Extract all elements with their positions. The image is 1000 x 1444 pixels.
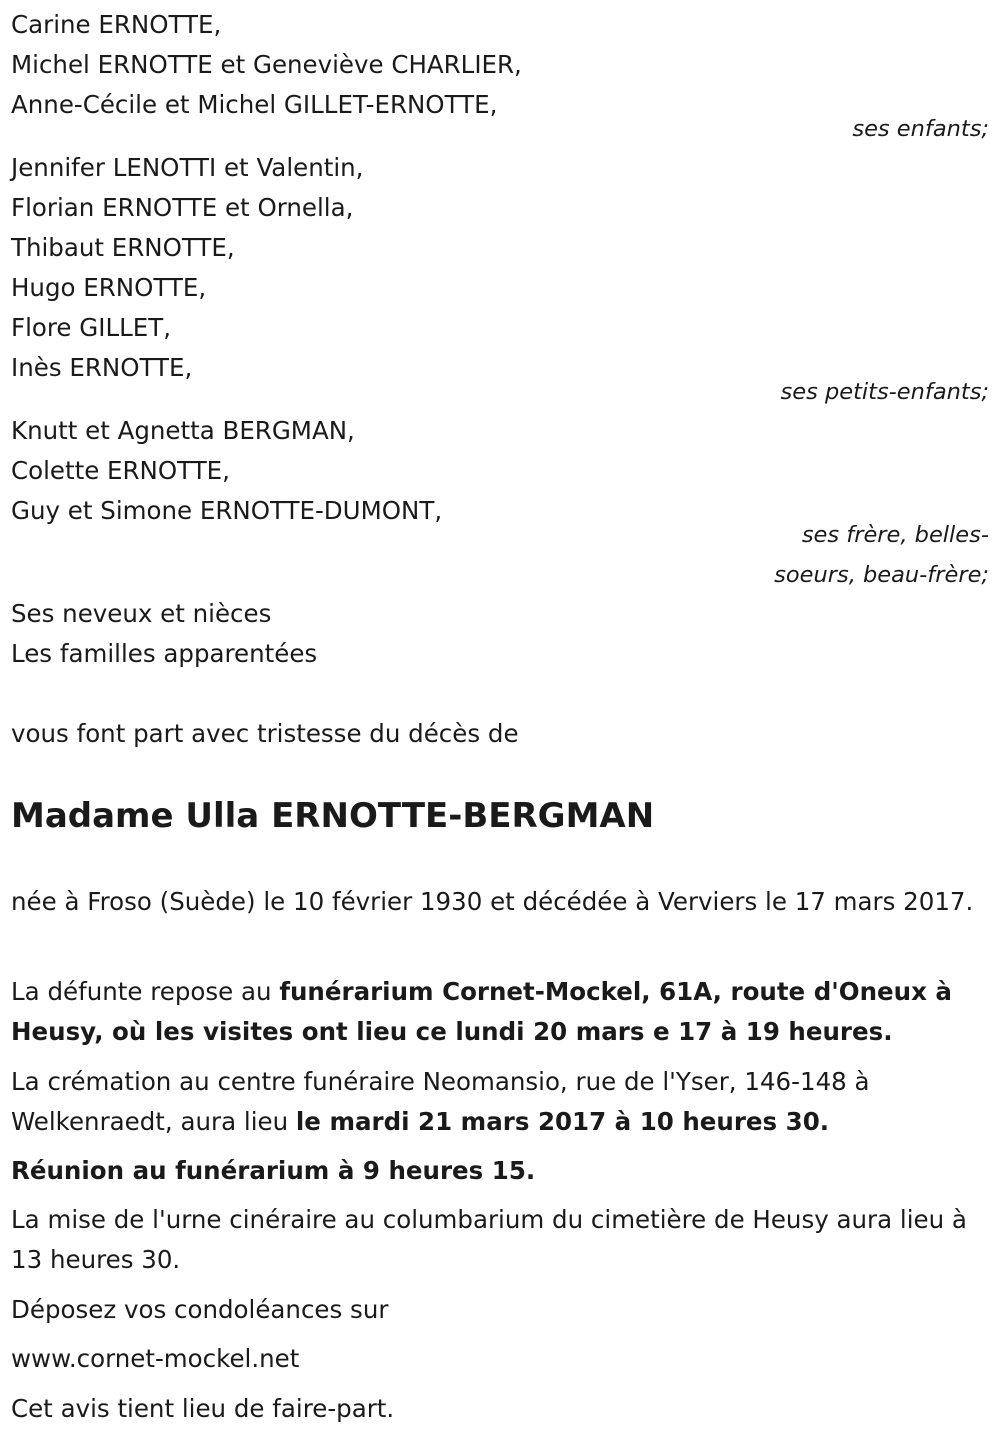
cremation-datetime: le mardi 21 mars 2017 à 10 heures 30. [295, 1107, 830, 1136]
grandchild-name: Thibaut ERNOTTE, [11, 233, 235, 262]
repose-paragraph [11, 972, 986, 1052]
deceased-name: Madame Ulla ERNOTTE-BERGMAN [11, 796, 655, 836]
child-name: Carine ERNOTTE, [11, 10, 222, 39]
grandchild-name: Hugo ERNOTTE, [11, 273, 207, 302]
grandchild-name: Inès ERNOTTE, [11, 353, 193, 382]
cremation-intro: La crémation au centre funéraire Neomansio, rue de l'Yser, 146-148 à Welkenraedt, aura lieu [11, 1067, 870, 1136]
siblings-role-label-continued: soeurs, beau-frère; [774, 562, 989, 588]
grandchild-name: Jennifer LENOTTI et Valentin, [11, 153, 364, 182]
other-relatives: Les familles apparentées [11, 639, 318, 668]
announcement-text: vous font part avec tristesse du décès de [11, 719, 519, 748]
sibling-name: Guy et Simone ERNOTTE-DUMONT, [11, 496, 443, 525]
sibling-name: Knutt et Agnetta BERGMAN, [11, 416, 355, 445]
condolences-text: Déposez vos condoléances sur [11, 1295, 389, 1324]
siblings-role-label: ses frère, belles- [801, 522, 989, 548]
child-name: Anne-Cécile et Michel GILLET-ERNOTTE, [11, 90, 498, 119]
repose-details: funérarium Cornet-Mockel, 61A, route d'Oneux à Heusy, où les visites ont lieu ce lundi 20 mars e 17 à 19 heures. [11, 977, 952, 1046]
grandchildren-role-label: ses petits-enfants; [780, 379, 989, 405]
cremation-paragraph [11, 1062, 986, 1142]
sibling-name: Colette ERNOTTE, [11, 456, 230, 485]
children-role-label: ses enfants; [852, 116, 989, 142]
urn-paragraph: La mise de l'urne cinéraire au columbarium du cimetière de Heusy aura lieu à 13 heures 30. [11, 1205, 967, 1274]
repose-intro: La défunte repose au [11, 977, 280, 1006]
reunion-text: Réunion au funérarium à 9 heures 15. [11, 1156, 536, 1185]
grandchild-name: Florian ERNOTTE et Ornella, [11, 193, 354, 222]
child-name: Michel ERNOTTE et Geneviève CHARLIER, [11, 50, 522, 79]
other-relatives: Ses neveux et nièces [11, 599, 272, 628]
website-link[interactable]: www.cornet-mockel.net [11, 1344, 300, 1373]
reunion-paragraph [11, 1151, 986, 1191]
closing-text: Cet avis tient lieu de faire-part. [11, 1394, 395, 1423]
grandchild-name: Flore GILLET, [11, 313, 172, 342]
birth-death-paragraph: née à Froso (Suède) le 10 février 1930 et décédée à Verviers le 17 mars 2017. [11, 887, 974, 916]
